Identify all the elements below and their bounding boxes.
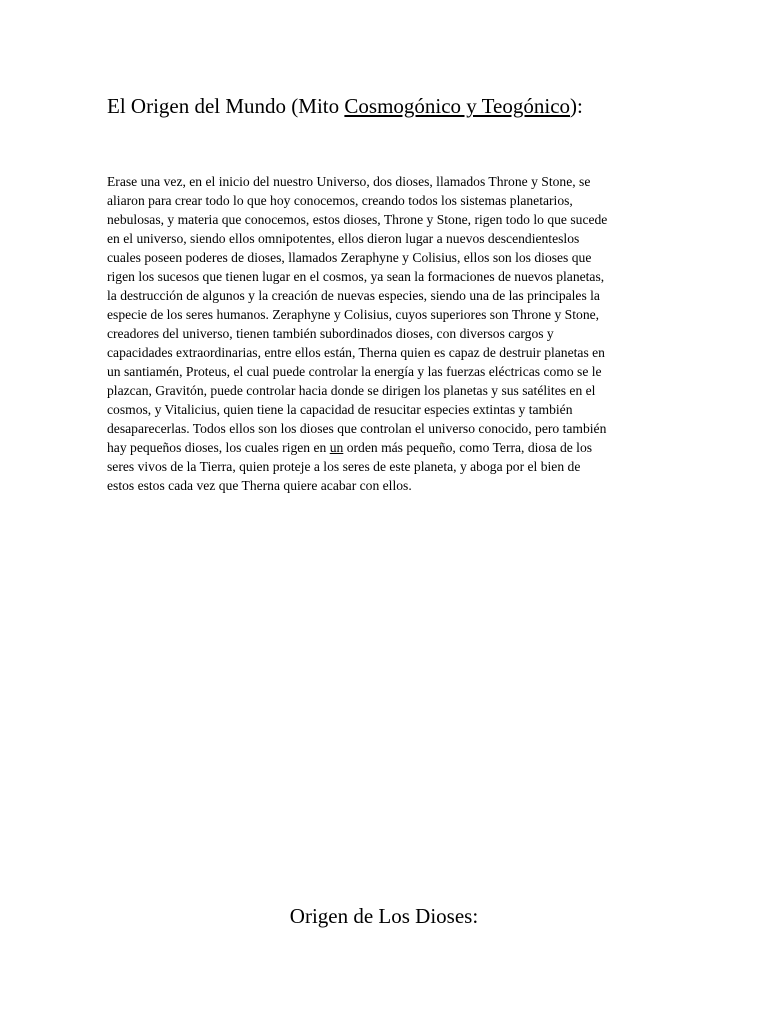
- paragraph-line: la destrucción de algunos y la creación de nuevas especies, siendo una de las principales la: [107, 288, 600, 303]
- paragraph-line: seres vivos de la Tierra, quien proteje a los seres de este planeta, y aboga por el bien de: [107, 459, 581, 474]
- paragraph-line: [107, 438, 667, 457]
- title-suffix: ):: [570, 94, 583, 118]
- paragraph-line: Erase una vez, en el inicio del nuestro Universo, dos dioses, llamados Throne y Stone, se: [107, 174, 591, 189]
- paragraph-line: especie de los seres humanos. Zeraphyne y Colisius, cuyos superiores son Throne y Stone,: [107, 307, 600, 322]
- paragraph-line: plazcan, Gravitón, puede controlar hacia donde se dirigen los planetas y sus satélites en el: [107, 383, 596, 398]
- paragraph-line: estos estos cada vez que Therna quiere acabar con ellos.: [107, 478, 412, 493]
- story-paragraph: [107, 172, 667, 495]
- section-subtitle: Origen de Los Dioses:: [289, 904, 479, 928]
- paragraph-line: aliaron para crear todo lo que hoy conocemos, creando todos los sistemas planetarios,: [107, 193, 573, 208]
- paragraph-line: cuales poseen poderes de dioses, llamados Zeraphyne y Colisius, ellos son los dioses que: [107, 250, 592, 265]
- title-prefix: El Origen del Mundo (Mito: [107, 94, 345, 118]
- paragraph-line: nebulosas, y materia que conocemos, estos dioses, Throne y Stone, rigen todo lo que sucede: [107, 212, 608, 227]
- paragraph-line: en el universo, siendo ellos omnipotentes, ellos dieron lugar a nuevos descendienteslos: [107, 231, 580, 246]
- paragraph-line: desaparecerlas. Todos ellos son los dioses que controlan el universo conocido, pero también: [107, 421, 607, 436]
- paragraph-line: capacidades extraordinarias, entre ellos están, Therna quien es capaz de destruir planetas en: [107, 345, 605, 360]
- paragraph-line: cosmos, y Vitalicius, quien tiene la capacidad de resucitar especies extintas y también: [107, 402, 573, 417]
- line-15-after: orden más pequeño, como Terra, diosa de los: [343, 440, 593, 455]
- line-15-before: hay pequeños dioses, los cuales rigen en: [107, 440, 330, 455]
- paragraph-line: rigen los sucesos que tienen lugar en el cosmos, ya sean la formaciones de nuevos planetas,: [107, 269, 605, 284]
- paragraph-line: un santiamén, Proteus, el cual puede controlar la energía y las fuerzas eléctricas como se le: [107, 364, 602, 379]
- line-15-underlined: un: [329, 440, 344, 455]
- paragraph-line: creadores del universo, tienen también subordinados dioses, con diversos cargos y: [107, 326, 554, 341]
- title-underlined: Cosmogónico y Teogónico: [344, 94, 571, 118]
- document-title: [107, 92, 583, 120]
